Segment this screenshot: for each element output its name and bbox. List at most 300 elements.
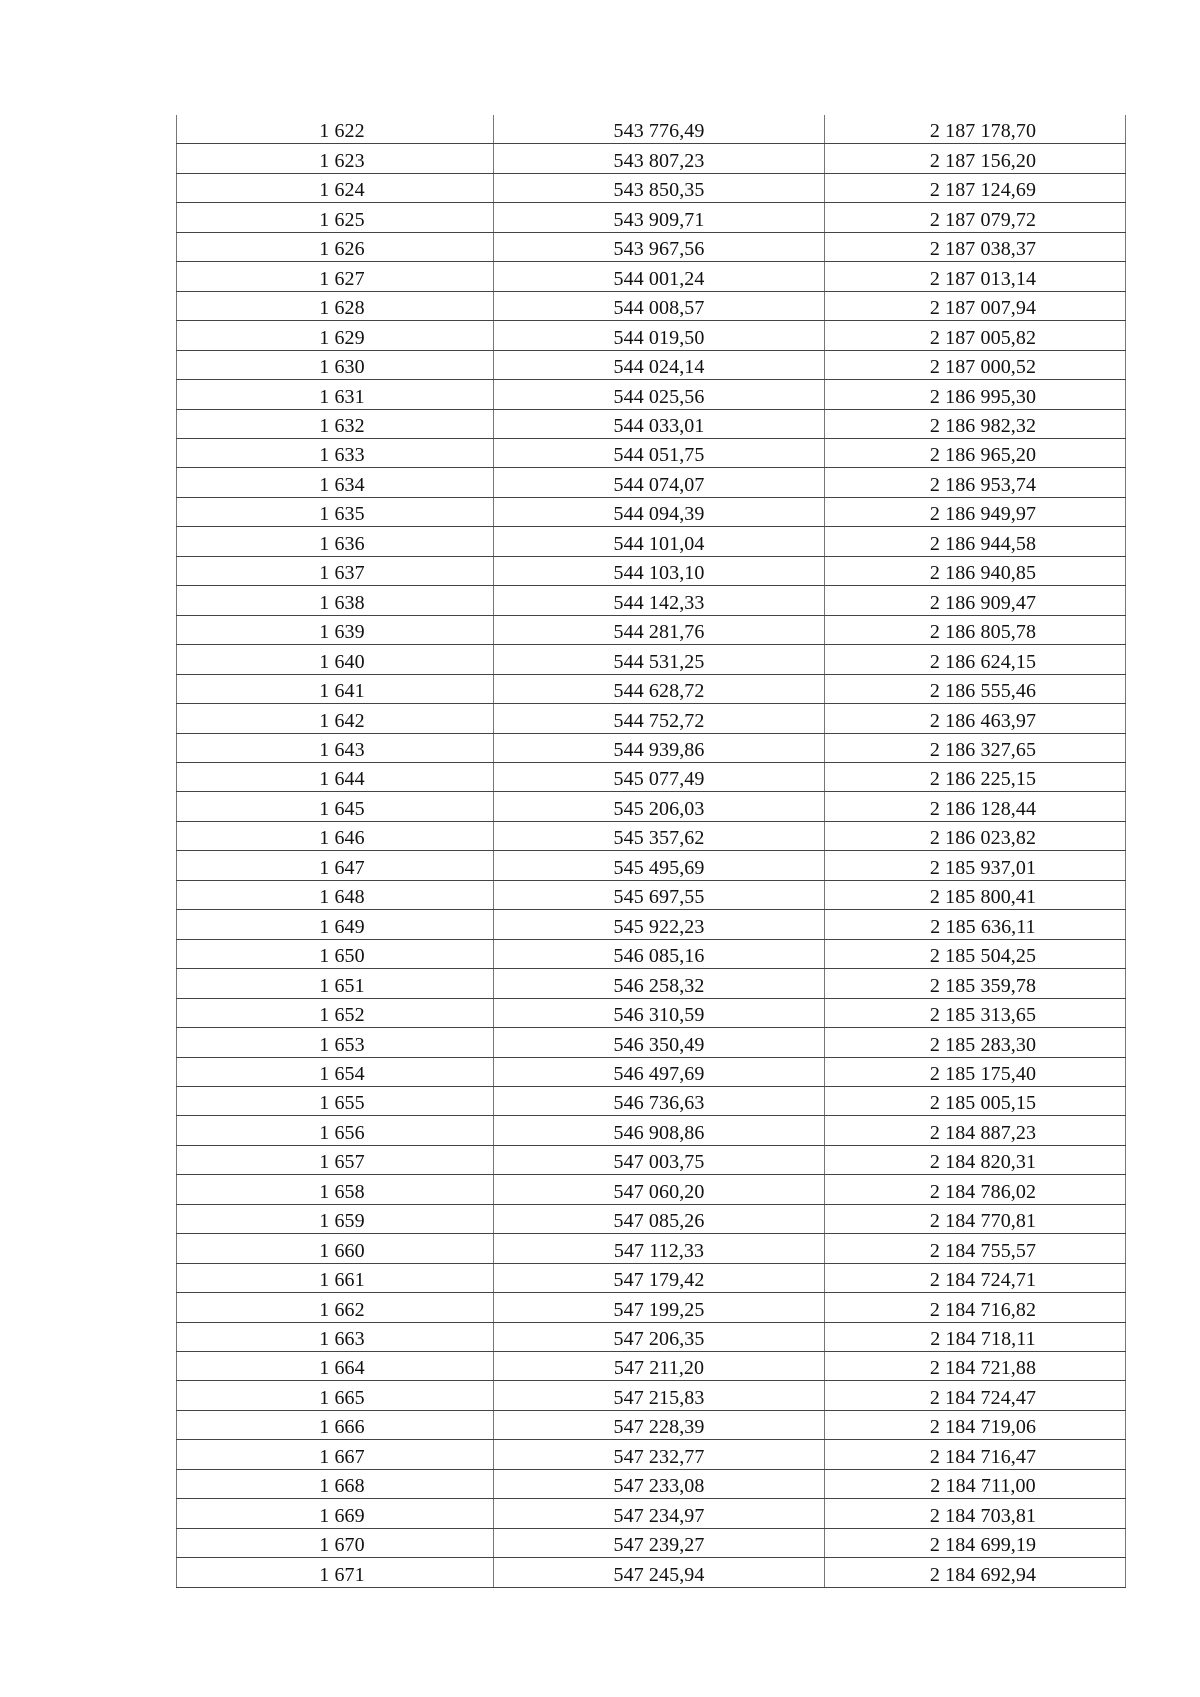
table-row — [177, 615, 1126, 644]
x-coordinate-text: 544 024,14 — [613, 356, 705, 379]
point-number-cell — [177, 1293, 494, 1322]
x-coordinate-cell — [494, 1381, 825, 1410]
y-coordinate-text: 2 186 128,44 — [929, 797, 1037, 820]
x-coordinate-text: 545 697,55 — [613, 886, 705, 909]
x-coordinate-text: 546 310,59 — [613, 1004, 705, 1027]
point-number-cell — [177, 910, 494, 939]
x-coordinate-cell — [494, 792, 825, 821]
point-number-text: 1 652 — [319, 1004, 365, 1027]
point-number-cell — [177, 409, 494, 438]
y-coordinate-cell — [825, 1057, 1126, 1086]
x-coordinate-cell — [494, 1499, 825, 1528]
y-coordinate-cell — [825, 792, 1126, 821]
table-row — [177, 1352, 1126, 1381]
y-coordinate-text: 2 186 327,65 — [929, 738, 1037, 761]
point-number-cell — [177, 115, 494, 144]
point-number-text: 1 648 — [319, 886, 365, 909]
x-coordinate-cell — [494, 497, 825, 526]
point-number-text: 1 631 — [319, 385, 365, 408]
table-row — [177, 380, 1126, 409]
table-row — [177, 1499, 1126, 1528]
y-coordinate-text: 2 184 724,71 — [929, 1269, 1037, 1292]
x-coordinate-text: 546 497,69 — [613, 1062, 705, 1085]
y-coordinate-text: 2 184 820,31 — [929, 1151, 1037, 1174]
y-coordinate-text: 2 184 703,81 — [929, 1504, 1037, 1527]
y-coordinate-text: 2 186 023,82 — [929, 827, 1037, 850]
point-number-text: 1 666 — [319, 1416, 365, 1439]
table-row — [177, 762, 1126, 791]
point-number-cell — [177, 645, 494, 674]
point-number-text: 1 641 — [319, 680, 365, 703]
x-coordinate-cell — [494, 1293, 825, 1322]
point-number-cell — [177, 438, 494, 467]
point-number-cell — [177, 1440, 494, 1469]
point-number-text: 1 662 — [319, 1298, 365, 1321]
y-coordinate-text: 2 187 013,14 — [929, 267, 1037, 290]
table-row — [177, 1469, 1126, 1498]
x-coordinate-text: 544 094,39 — [613, 503, 705, 526]
y-coordinate-cell — [825, 1528, 1126, 1557]
y-coordinate-text: 2 185 504,25 — [929, 945, 1037, 968]
point-number-text: 1 637 — [319, 562, 365, 585]
x-coordinate-cell — [494, 262, 825, 291]
x-coordinate-cell — [494, 291, 825, 320]
point-number-text: 1 643 — [319, 738, 365, 761]
x-coordinate-cell — [494, 674, 825, 703]
table-row — [177, 939, 1126, 968]
point-number-text: 1 651 — [319, 974, 365, 997]
point-number-cell — [177, 556, 494, 585]
point-number-text: 1 656 — [319, 1121, 365, 1144]
y-coordinate-cell — [825, 350, 1126, 379]
point-number-cell — [177, 615, 494, 644]
x-coordinate-text: 547 211,20 — [613, 1357, 705, 1380]
table-row — [177, 1410, 1126, 1439]
y-coordinate-cell — [825, 1175, 1126, 1204]
point-number-cell — [177, 1145, 494, 1174]
x-coordinate-cell — [494, 1057, 825, 1086]
x-coordinate-cell — [494, 144, 825, 173]
point-number-cell — [177, 1028, 494, 1057]
x-coordinate-text: 547 239,27 — [613, 1534, 705, 1557]
point-number-cell — [177, 380, 494, 409]
x-coordinate-text: 544 101,04 — [613, 532, 705, 555]
point-number-text: 1 622 — [319, 120, 365, 143]
point-number-text: 1 668 — [319, 1475, 365, 1498]
x-coordinate-cell — [494, 821, 825, 850]
y-coordinate-text: 2 186 909,47 — [929, 591, 1037, 614]
y-coordinate-cell — [825, 1469, 1126, 1498]
point-number-cell — [177, 1322, 494, 1351]
x-coordinate-text: 544 939,86 — [613, 738, 705, 761]
x-coordinate-cell — [494, 380, 825, 409]
x-coordinate-text: 543 776,49 — [613, 120, 705, 143]
table-row — [177, 262, 1126, 291]
y-coordinate-cell — [825, 586, 1126, 615]
point-number-text: 1 639 — [319, 621, 365, 644]
x-coordinate-cell — [494, 1028, 825, 1057]
point-number-text: 1 660 — [319, 1239, 365, 1262]
y-coordinate-text: 2 186 982,32 — [929, 414, 1037, 437]
x-coordinate-cell — [494, 586, 825, 615]
y-coordinate-cell — [825, 468, 1126, 497]
table-row — [177, 232, 1126, 261]
y-coordinate-cell — [825, 762, 1126, 791]
point-number-text: 1 630 — [319, 356, 365, 379]
table-row — [177, 1057, 1126, 1086]
x-coordinate-cell — [494, 1528, 825, 1557]
x-coordinate-text: 544 025,56 — [613, 385, 705, 408]
x-coordinate-text: 546 736,63 — [613, 1092, 705, 1115]
y-coordinate-text: 2 185 005,15 — [929, 1092, 1037, 1115]
x-coordinate-cell — [494, 468, 825, 497]
point-number-text: 1 633 — [319, 444, 365, 467]
y-coordinate-text: 2 184 786,02 — [929, 1180, 1037, 1203]
x-coordinate-cell — [494, 1558, 825, 1587]
point-number-cell — [177, 1469, 494, 1498]
x-coordinate-text: 544 752,72 — [613, 709, 705, 732]
y-coordinate-cell — [825, 674, 1126, 703]
table-row — [177, 1558, 1126, 1587]
x-coordinate-cell — [494, 1440, 825, 1469]
point-number-text: 1 658 — [319, 1180, 365, 1203]
point-number-cell — [177, 173, 494, 202]
x-coordinate-cell — [494, 910, 825, 939]
y-coordinate-cell — [825, 1410, 1126, 1439]
coordinates-table — [176, 115, 1126, 1588]
y-coordinate-text: 2 186 805,78 — [929, 621, 1037, 644]
table-row — [177, 438, 1126, 467]
y-coordinate-text: 2 187 079,72 — [929, 208, 1037, 231]
table-row — [177, 173, 1126, 202]
y-coordinate-text: 2 186 953,74 — [929, 473, 1037, 496]
x-coordinate-text: 544 019,50 — [613, 326, 705, 349]
table-row — [177, 674, 1126, 703]
point-number-text: 1 623 — [319, 149, 365, 172]
table-row — [177, 321, 1126, 350]
x-coordinate-text: 545 077,49 — [613, 768, 705, 791]
point-number-cell — [177, 1086, 494, 1115]
point-number-text: 1 646 — [319, 827, 365, 850]
table-row — [177, 1293, 1126, 1322]
x-coordinate-text: 544 051,75 — [613, 444, 705, 467]
point-number-cell — [177, 144, 494, 173]
table-row — [177, 497, 1126, 526]
table-row — [177, 1175, 1126, 1204]
y-coordinate-cell — [825, 645, 1126, 674]
x-coordinate-cell — [494, 1263, 825, 1292]
table-row — [177, 586, 1126, 615]
point-number-cell — [177, 762, 494, 791]
y-coordinate-text: 2 186 995,30 — [929, 385, 1037, 408]
y-coordinate-text: 2 184 887,23 — [929, 1121, 1037, 1144]
table-row — [177, 468, 1126, 497]
point-number-text: 1 670 — [319, 1534, 365, 1557]
y-coordinate-cell — [825, 1234, 1126, 1263]
point-number-text: 1 634 — [319, 473, 365, 496]
y-coordinate-text: 2 184 692,94 — [929, 1563, 1037, 1586]
point-number-cell — [177, 1204, 494, 1233]
y-coordinate-cell — [825, 910, 1126, 939]
y-coordinate-text: 2 185 359,78 — [929, 974, 1037, 997]
y-coordinate-text: 2 184 770,81 — [929, 1210, 1037, 1233]
x-coordinate-text: 544 103,10 — [613, 562, 705, 585]
table-row — [177, 556, 1126, 585]
x-coordinate-text: 545 357,62 — [613, 827, 705, 850]
point-number-text: 1 663 — [319, 1328, 365, 1351]
y-coordinate-cell — [825, 969, 1126, 998]
x-coordinate-cell — [494, 704, 825, 733]
x-coordinate-cell — [494, 1086, 825, 1115]
x-coordinate-text: 545 206,03 — [613, 797, 705, 820]
table-row — [177, 1322, 1126, 1351]
y-coordinate-cell — [825, 1558, 1126, 1587]
point-number-cell — [177, 939, 494, 968]
point-number-text: 1 659 — [319, 1210, 365, 1233]
x-coordinate-text: 543 807,23 — [613, 149, 705, 172]
y-coordinate-text: 2 184 716,82 — [929, 1298, 1037, 1321]
x-coordinate-text: 545 922,23 — [613, 915, 705, 938]
y-coordinate-cell — [825, 821, 1126, 850]
point-number-cell — [177, 232, 494, 261]
point-number-text: 1 650 — [319, 945, 365, 968]
table-row — [177, 969, 1126, 998]
table-row — [177, 880, 1126, 909]
table-row — [177, 1528, 1126, 1557]
x-coordinate-text: 547 228,39 — [613, 1416, 705, 1439]
x-coordinate-cell — [494, 173, 825, 202]
table-row — [177, 998, 1126, 1027]
point-number-text: 1 636 — [319, 532, 365, 555]
y-coordinate-cell — [825, 1116, 1126, 1145]
table-row — [177, 1086, 1126, 1115]
y-coordinate-text: 2 186 949,97 — [929, 503, 1037, 526]
x-coordinate-text: 544 074,07 — [613, 473, 705, 496]
point-number-cell — [177, 1499, 494, 1528]
y-coordinate-cell — [825, 409, 1126, 438]
x-coordinate-cell — [494, 1204, 825, 1233]
y-coordinate-cell — [825, 1086, 1126, 1115]
table-row — [177, 1028, 1126, 1057]
x-coordinate-text: 545 495,69 — [613, 856, 705, 879]
x-coordinate-cell — [494, 1175, 825, 1204]
table-row — [177, 910, 1126, 939]
x-coordinate-cell — [494, 115, 825, 144]
table-row — [177, 1116, 1126, 1145]
point-number-cell — [177, 1175, 494, 1204]
y-coordinate-cell — [825, 1322, 1126, 1351]
point-number-cell — [177, 468, 494, 497]
table-row — [177, 1234, 1126, 1263]
point-number-cell — [177, 851, 494, 880]
point-number-cell — [177, 527, 494, 556]
x-coordinate-cell — [494, 556, 825, 585]
x-coordinate-text: 547 199,25 — [613, 1298, 705, 1321]
point-number-cell — [177, 1234, 494, 1263]
point-number-cell — [177, 998, 494, 1027]
y-coordinate-text: 2 187 000,52 — [929, 356, 1037, 379]
y-coordinate-text: 2 184 724,47 — [929, 1386, 1037, 1409]
table-row — [177, 645, 1126, 674]
y-coordinate-text: 2 184 716,47 — [929, 1445, 1037, 1468]
point-number-text: 1 640 — [319, 650, 365, 673]
x-coordinate-cell — [494, 939, 825, 968]
y-coordinate-cell — [825, 1204, 1126, 1233]
y-coordinate-cell — [825, 704, 1126, 733]
y-coordinate-cell — [825, 1293, 1126, 1322]
point-number-cell — [177, 262, 494, 291]
table-row — [177, 144, 1126, 173]
x-coordinate-text: 544 033,01 — [613, 414, 705, 437]
point-number-text: 1 644 — [319, 768, 365, 791]
x-coordinate-cell — [494, 1352, 825, 1381]
point-number-cell — [177, 880, 494, 909]
y-coordinate-cell — [825, 1440, 1126, 1469]
x-coordinate-text: 547 085,26 — [613, 1210, 705, 1233]
y-coordinate-text: 2 185 313,65 — [929, 1004, 1037, 1027]
x-coordinate-cell — [494, 203, 825, 232]
x-coordinate-text: 546 085,16 — [613, 945, 705, 968]
y-coordinate-cell — [825, 203, 1126, 232]
point-number-text: 1 657 — [319, 1151, 365, 1174]
y-coordinate-cell — [825, 939, 1126, 968]
x-coordinate-cell — [494, 851, 825, 880]
y-coordinate-text: 2 184 721,88 — [929, 1357, 1037, 1380]
point-number-text: 1 624 — [319, 179, 365, 202]
point-number-text: 1 645 — [319, 797, 365, 820]
y-coordinate-text: 2 185 800,41 — [929, 886, 1037, 909]
y-coordinate-text: 2 185 283,30 — [929, 1033, 1037, 1056]
y-coordinate-cell — [825, 880, 1126, 909]
x-coordinate-text: 544 001,24 — [613, 267, 705, 290]
x-coordinate-text: 544 531,25 — [613, 650, 705, 673]
x-coordinate-cell — [494, 762, 825, 791]
point-number-text: 1 625 — [319, 208, 365, 231]
y-coordinate-text: 2 186 965,20 — [929, 444, 1037, 467]
x-coordinate-text: 547 206,35 — [613, 1328, 705, 1351]
point-number-text: 1 661 — [319, 1269, 365, 1292]
point-number-cell — [177, 969, 494, 998]
x-coordinate-text: 547 003,75 — [613, 1151, 705, 1174]
coordinates-table-body — [177, 115, 1126, 1587]
y-coordinate-cell — [825, 262, 1126, 291]
y-coordinate-cell — [825, 998, 1126, 1027]
x-coordinate-text: 547 233,08 — [613, 1475, 705, 1498]
x-coordinate-cell — [494, 1145, 825, 1174]
x-coordinate-cell — [494, 1116, 825, 1145]
y-coordinate-text: 2 184 755,57 — [929, 1239, 1037, 1262]
point-number-text: 1 628 — [319, 297, 365, 320]
point-number-cell — [177, 321, 494, 350]
y-coordinate-cell — [825, 1352, 1126, 1381]
x-coordinate-text: 544 008,57 — [613, 297, 705, 320]
x-coordinate-cell — [494, 232, 825, 261]
point-number-text: 1 632 — [319, 414, 365, 437]
x-coordinate-text: 544 628,72 — [613, 680, 705, 703]
y-coordinate-text: 2 187 038,37 — [929, 238, 1037, 261]
point-number-text: 1 667 — [319, 1445, 365, 1468]
y-coordinate-cell — [825, 173, 1126, 202]
table-row — [177, 1440, 1126, 1469]
point-number-text: 1 642 — [319, 709, 365, 732]
y-coordinate-cell — [825, 291, 1126, 320]
y-coordinate-cell — [825, 321, 1126, 350]
table-row — [177, 821, 1126, 850]
table-row — [177, 704, 1126, 733]
x-coordinate-text: 546 350,49 — [613, 1033, 705, 1056]
point-number-cell — [177, 821, 494, 850]
y-coordinate-cell — [825, 144, 1126, 173]
y-coordinate-text: 2 186 463,97 — [929, 709, 1037, 732]
y-coordinate-text: 2 184 711,00 — [930, 1475, 1036, 1498]
y-coordinate-cell — [825, 1145, 1126, 1174]
point-number-cell — [177, 1352, 494, 1381]
x-coordinate-cell — [494, 1322, 825, 1351]
point-number-cell — [177, 497, 494, 526]
point-number-text: 1 653 — [319, 1033, 365, 1056]
y-coordinate-cell — [825, 1028, 1126, 1057]
point-number-text: 1 629 — [319, 326, 365, 349]
point-number-text: 1 635 — [319, 503, 365, 526]
x-coordinate-text: 547 234,97 — [613, 1504, 705, 1527]
y-coordinate-cell — [825, 380, 1126, 409]
table-row — [177, 851, 1126, 880]
x-coordinate-text: 547 179,42 — [613, 1269, 705, 1292]
point-number-text: 1 649 — [319, 915, 365, 938]
y-coordinate-text: 2 186 940,85 — [929, 562, 1037, 585]
x-coordinate-cell — [494, 1410, 825, 1439]
y-coordinate-text: 2 187 124,69 — [929, 179, 1037, 202]
y-coordinate-text: 2 184 718,11 — [930, 1328, 1036, 1351]
x-coordinate-cell — [494, 409, 825, 438]
x-coordinate-cell — [494, 1234, 825, 1263]
point-number-cell — [177, 291, 494, 320]
x-coordinate-cell — [494, 1469, 825, 1498]
point-number-cell — [177, 586, 494, 615]
x-coordinate-cell — [494, 527, 825, 556]
x-coordinate-text: 547 060,20 — [613, 1180, 705, 1203]
point-number-cell — [177, 1410, 494, 1439]
x-coordinate-text: 546 258,32 — [613, 974, 705, 997]
x-coordinate-text: 547 112,33 — [613, 1239, 705, 1262]
y-coordinate-text: 2 187 156,20 — [929, 149, 1037, 172]
point-number-cell — [177, 350, 494, 379]
x-coordinate-text: 546 908,86 — [613, 1121, 705, 1144]
x-coordinate-cell — [494, 880, 825, 909]
x-coordinate-text: 543 850,35 — [613, 179, 705, 202]
table-row — [177, 115, 1126, 144]
x-coordinate-cell — [494, 733, 825, 762]
y-coordinate-text: 2 187 005,82 — [929, 326, 1037, 349]
x-coordinate-cell — [494, 321, 825, 350]
point-number-cell — [177, 674, 494, 703]
table-row — [177, 1145, 1126, 1174]
table-row — [177, 792, 1126, 821]
point-number-text: 1 638 — [319, 591, 365, 614]
table-row — [177, 1204, 1126, 1233]
point-number-text: 1 665 — [319, 1386, 365, 1409]
x-coordinate-text: 547 232,77 — [613, 1445, 705, 1468]
point-number-text: 1 669 — [319, 1504, 365, 1527]
table-row — [177, 1381, 1126, 1410]
y-coordinate-text: 2 184 719,06 — [929, 1416, 1037, 1439]
y-coordinate-cell — [825, 115, 1126, 144]
point-number-cell — [177, 704, 494, 733]
y-coordinate-cell — [825, 232, 1126, 261]
point-number-cell — [177, 792, 494, 821]
y-coordinate-cell — [825, 1381, 1126, 1410]
y-coordinate-cell — [825, 438, 1126, 467]
